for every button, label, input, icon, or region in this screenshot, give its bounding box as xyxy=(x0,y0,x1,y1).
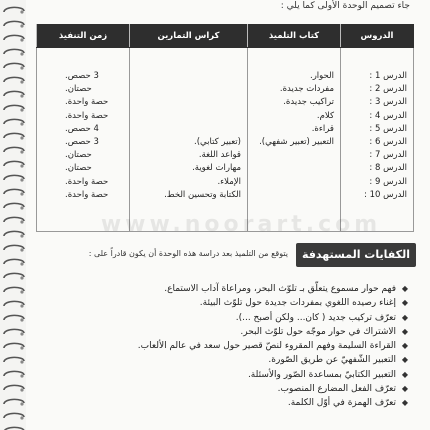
goal-text: التعبير الكتابيّ بمساعدة الصّور والأسئلة. xyxy=(247,369,396,380)
binding-hole xyxy=(20,248,23,251)
time-item: حصتان. xyxy=(65,150,92,161)
competencies-banner xyxy=(66,240,416,270)
binding-hole xyxy=(20,388,23,391)
lesson-item: الدرس 1 : xyxy=(369,71,407,81)
binding-hole xyxy=(20,80,23,83)
goal-text: القراءة السليمة وفهم المقروء لنصّ قصير حول سعد في عالم الألعاب. xyxy=(137,341,396,352)
lesson-item: الدرس 6 : xyxy=(369,137,407,148)
goal-text: تعرّف الهمزة في أوّل الكلمة. xyxy=(287,398,396,409)
list-item xyxy=(118,353,408,367)
time-item: حصة واحدة. xyxy=(65,97,109,108)
time-item: 4 حصص. xyxy=(65,123,99,134)
header-student-book: كتاب التلميذ xyxy=(248,25,341,48)
binding-hole xyxy=(20,220,23,223)
binding-hole xyxy=(20,290,23,293)
exercise-book-item: (تعبير كتابي). xyxy=(194,137,241,147)
binding-hole xyxy=(20,108,23,111)
diamond-bullet-icon: ◆ xyxy=(401,341,408,351)
binding-hole xyxy=(20,150,23,153)
student-book-item: مفردات جديدة. xyxy=(279,84,334,95)
lesson-item: الدرس 4 : xyxy=(369,110,407,121)
unit-intro-text: جاء تصميم الوحدة الأولى كما يلي : xyxy=(280,1,410,11)
diamond-bullet-icon: ◆ xyxy=(401,312,408,322)
header-lessons: الدروس xyxy=(341,25,414,48)
binding-hole xyxy=(20,94,23,97)
diamond-bullet-icon: ◆ xyxy=(401,298,408,308)
binding-hole xyxy=(20,52,23,55)
lessons-cell xyxy=(341,48,414,232)
lesson-item: الدرس 7 : xyxy=(369,150,407,161)
spiral-binding xyxy=(0,0,26,430)
lesson-item: الدرس 10 : xyxy=(363,189,407,200)
lesson-item: الدرس 5 : xyxy=(369,123,407,134)
list-item xyxy=(118,296,408,310)
binding-hole xyxy=(20,374,23,377)
time-item: 3 حصص. xyxy=(65,71,99,81)
binding-hole xyxy=(20,10,23,13)
lesson-item: الدرس 3 : xyxy=(369,97,407,108)
diamond-bullet-icon: ◆ xyxy=(401,369,408,379)
lesson-item: الدرس 2 : xyxy=(369,84,407,95)
exercise-book-cell xyxy=(130,48,248,232)
book-page xyxy=(26,0,430,430)
list-item xyxy=(118,368,408,382)
binding-hole xyxy=(20,164,23,167)
binding-hole xyxy=(20,402,23,405)
diamond-bullet-icon: ◆ xyxy=(401,326,408,336)
goal-text: الاشتراك في حوار موجّه حول تلوّث البحر. xyxy=(240,326,396,337)
exercise-book-item: الكتابة وتحسين الخط. xyxy=(164,189,241,200)
binding-hole xyxy=(20,304,23,307)
goal-text: فهم حوار مسموع يتعلّق بـ تلوّث البحر، ومراعاة آداب الاستماع. xyxy=(164,284,396,294)
time-item: 3 حصص. xyxy=(65,137,99,148)
binding-hole xyxy=(20,346,23,349)
binding-hole xyxy=(20,66,23,69)
time-item: حصة واحدة. xyxy=(65,110,109,121)
table-row xyxy=(37,48,414,232)
student-book-item: التعبير (تعبير شفهي). xyxy=(259,137,334,148)
binding-hole xyxy=(20,416,23,419)
competencies-title: الكفايات المستهدفة xyxy=(296,243,416,267)
unit-design-table xyxy=(36,24,414,232)
goal-text: إغناء رصيده اللغوي بمفردات جديدة حول تلوّث البيئة. xyxy=(199,298,396,309)
student-book-item: كلام. xyxy=(316,110,334,121)
diamond-bullet-icon: ◆ xyxy=(401,284,408,293)
exercise-book-item: مهارات لغوية. xyxy=(192,163,241,174)
time-item: حصة واحدة. xyxy=(65,189,109,200)
binding-hole xyxy=(20,332,23,335)
header-exercise-book: كراس التمارين xyxy=(130,25,248,48)
time-item: حصتان. xyxy=(65,163,92,174)
diamond-bullet-icon: ◆ xyxy=(401,398,408,408)
diamond-bullet-icon: ◆ xyxy=(401,384,408,394)
list-item xyxy=(118,382,408,396)
competencies-list xyxy=(118,282,408,411)
binding-hole xyxy=(20,178,23,181)
goal-text: تعرّف تركيب جديد ( كان... ولكن أصبح ...). xyxy=(235,312,396,323)
exercise-book-item: الإملاء. xyxy=(217,176,241,187)
binding-hole xyxy=(20,318,23,321)
student-book-item: الحوار. xyxy=(310,71,334,81)
binding-hole xyxy=(20,234,23,237)
list-item xyxy=(118,311,408,325)
time-item: حصة واحدة. xyxy=(65,176,109,187)
lesson-item: الدرس 8 : xyxy=(369,163,407,174)
binding-hole xyxy=(20,262,23,265)
binding-hole xyxy=(20,122,23,125)
time-item: حصتان. xyxy=(65,84,92,95)
binding-hole xyxy=(20,360,23,363)
table-header-row xyxy=(37,25,414,48)
goal-text: التعبير الشّفهيّ عن طريق الصّورة. xyxy=(268,355,396,366)
binding-hole xyxy=(20,276,23,279)
student-book-item: تراكيب جديدة. xyxy=(283,97,334,108)
binding-hole xyxy=(20,136,23,139)
goal-text: تعرّف الفعل المضارع المنصوب. xyxy=(277,384,396,395)
watermark: www.noorart.com xyxy=(100,212,382,237)
binding-hole xyxy=(20,38,23,41)
diamond-bullet-icon: ◆ xyxy=(401,355,408,365)
competencies-note: يتوقع من التلميذ بعد دراسة هذه الوحدة أن يكون قادراً على : xyxy=(88,249,288,258)
list-item xyxy=(118,339,408,353)
lesson-item: الدرس 9 : xyxy=(369,176,407,187)
list-item xyxy=(118,396,408,410)
student-book-item: قراءة. xyxy=(311,123,334,134)
time-cell xyxy=(37,48,130,232)
list-item xyxy=(118,282,408,296)
student-book-cell xyxy=(248,48,341,232)
exercise-book-item: قواعد اللغة. xyxy=(198,150,241,161)
binding-hole xyxy=(20,24,23,27)
binding-hole xyxy=(20,192,23,195)
header-time: زمن التنفيذ xyxy=(37,25,130,48)
binding-hole xyxy=(20,206,23,209)
list-item xyxy=(118,325,408,339)
